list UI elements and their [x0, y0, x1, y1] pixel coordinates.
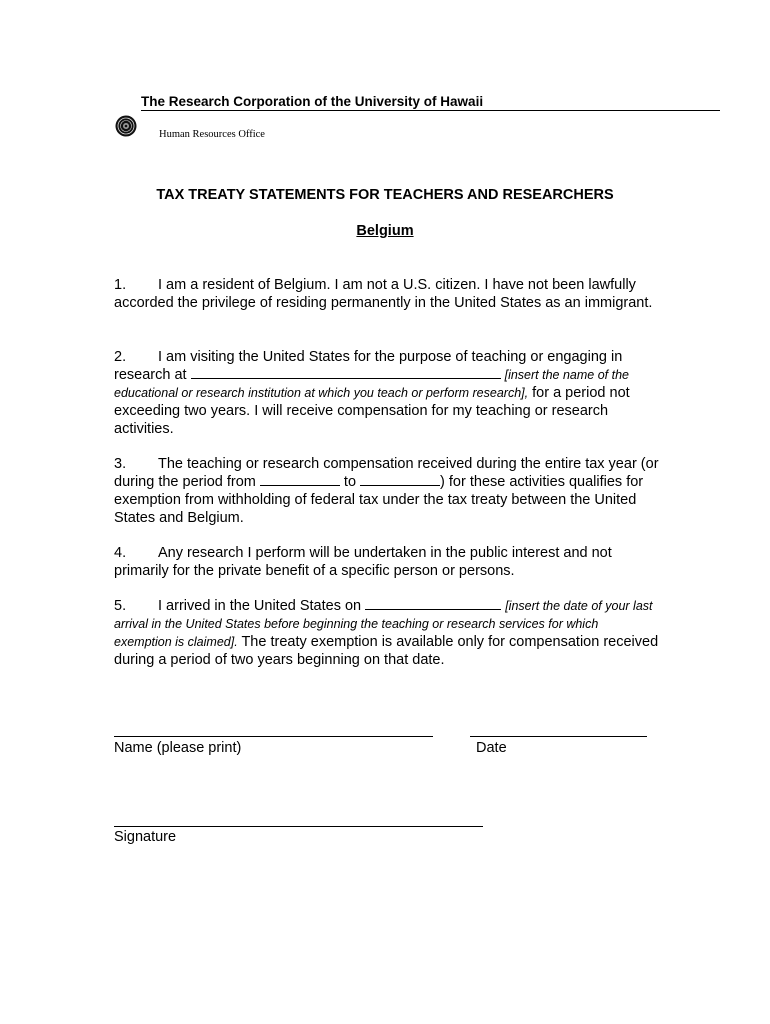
statement-number: 1.: [114, 277, 127, 293]
statement-text: I am a resident of Belgium. I am not a U.S. citizen. I have not been lawfully accorded the privilege of residing permanently in the United States as an immigrant.: [114, 277, 653, 311]
statement-text: Any research I perform will be undertaken in the public interest and not primarily for the private benefit of a specific person or persons.: [114, 545, 612, 579]
statement-3: [114, 455, 659, 527]
header-rule: [141, 110, 720, 111]
institution-blank-field[interactable]: [191, 366, 501, 379]
statement-text: for a period not exceeding two years. I will receive compensation for my teaching or research activities.: [114, 385, 630, 437]
statement-1: [114, 276, 659, 312]
statement-2: [114, 348, 659, 438]
office-name: Human Resources Office: [159, 129, 265, 140]
date-label: Date: [476, 740, 507, 756]
statement-number: 4.: [114, 545, 127, 561]
name-signature-line[interactable]: [114, 736, 433, 737]
statement-text: ) for these activities qualifies for exemption from withholding of federal tax under the tax treaty between the United States and Belgium.: [114, 474, 644, 526]
arrival-date-instruction: [insert the date of your last arrival in the United States before beginning the teaching or research services for which exemption is claimed].: [114, 599, 653, 649]
university-seal-icon: [115, 115, 137, 137]
name-label: Name (please print): [114, 740, 242, 756]
statement-number: 2.: [114, 349, 127, 365]
statement-text: The teaching or research compensation received during the entire tax year (or during the period from: [114, 456, 659, 490]
statement-text: I arrived in the United States on: [158, 598, 362, 614]
document-title: TAX TREATY STATEMENTS FOR TEACHERS AND RESEARCHERS: [156, 187, 614, 203]
country-heading: Belgium: [356, 223, 414, 239]
period-end-blank-field[interactable]: [360, 473, 440, 486]
statement-number: 5.: [114, 598, 127, 614]
statement-5: [114, 597, 659, 669]
statement-4: [114, 544, 659, 580]
date-signature-line[interactable]: [470, 736, 647, 737]
statement-text: The treaty exemption is available only for compensation received during a period of two years beginning on that date.: [114, 634, 659, 668]
organization-name: The Research Corporation of the University of Hawaii: [141, 94, 484, 109]
institution-instruction: [insert the name of the educational or research institution at which you teach or perform research],: [114, 368, 629, 400]
period-start-blank-field[interactable]: [260, 473, 340, 486]
statement-number: 3.: [114, 456, 127, 472]
signature-label: Signature: [114, 829, 177, 845]
arrival-date-blank-field[interactable]: [365, 597, 501, 610]
signature-line[interactable]: [114, 826, 483, 827]
period-to-label: to: [343, 474, 357, 490]
statement-text: I am visiting the United States for the purpose of teaching or engaging in research at: [114, 349, 623, 383]
